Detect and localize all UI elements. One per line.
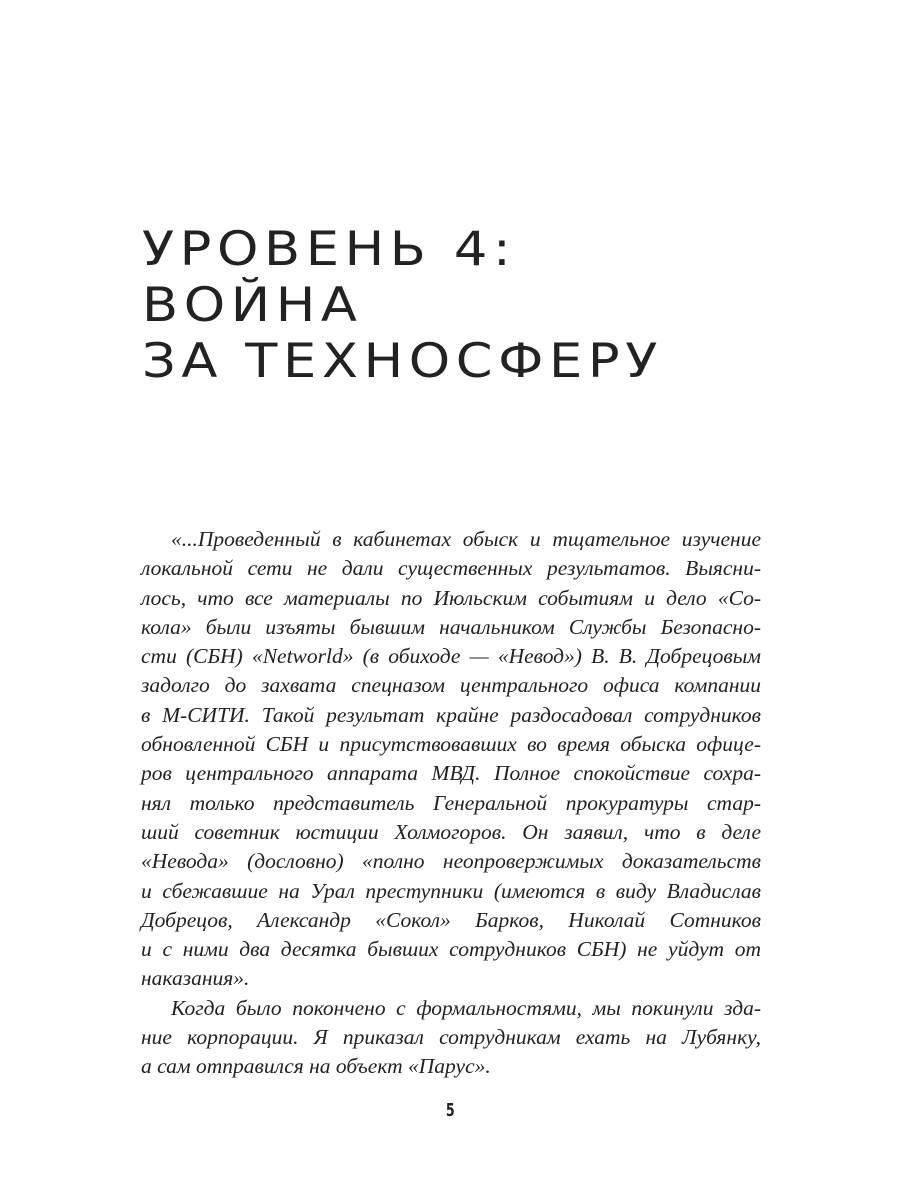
text-line: а сам отправился на объект «Парус». — [141, 1054, 491, 1079]
chapter-title-line: ЗА ТЕХНОСФЕРУ — [142, 334, 663, 389]
text-line: обновленной СБН и присутствовавших во время обыска офице- — [141, 732, 761, 757]
text-line: «Невода» (дословно) «полно неопровержимых доказательств — [141, 849, 761, 874]
text-line: «...Проведенный в кабинетах обыск и тщательное изучение — [171, 527, 761, 551]
text-line: сти (СБН) «Networld» (в обиходе — «Невод») В. В. Добрецовым — [141, 644, 761, 669]
text-line: ров центрального аппарата МВД. Полное спокойствие сохра- — [141, 761, 761, 786]
text-line: Добрецов, Александр «Сокол» Барков, Николай Сотников — [141, 907, 761, 932]
chapter-title-line: УРОВЕНЬ 4: — [142, 222, 517, 277]
text-line: в М-СИТИ. Такой результат крайне раздосадовал сотрудников — [141, 702, 761, 727]
chapter-title-line: ВОЙНА — [142, 278, 363, 333]
page-number-container — [0, 1100, 900, 1122]
chapter-title — [142, 222, 663, 390]
text-line: ние корпорации. Я приказал сотрудникам ехать на Лубянку, — [141, 1025, 761, 1050]
text-line: и с ними два десятка бывших сотрудников СБН) не уйдут от — [141, 937, 761, 962]
text-line: наказания». — [141, 966, 250, 991]
text-line: локальной сети не дали существенных результатов. Выясни- — [141, 556, 761, 581]
text-line: ший советник юстиции Холмогоров. Он заявил, что в деле — [141, 819, 761, 844]
text-line: кола» были изъяты бывшим начальником Службы Безопасно- — [141, 614, 761, 639]
text-line: и сбежавшие на Урал преступники (имеются в виду Владислав — [141, 878, 761, 903]
text-line: задолго до захвата спецназом центрального офиса компании — [141, 673, 761, 698]
text-line: лось, что все материалы по Июльским событиям и дело «Со- — [141, 585, 761, 610]
text-line: нял только представитель Генеральной прокуратуры стар- — [141, 790, 761, 815]
body-text — [141, 525, 761, 1082]
text-line: Когда было покончено с формальностями, мы покинули зда- — [171, 995, 761, 1020]
page-number: 5 — [445, 1100, 455, 1121]
